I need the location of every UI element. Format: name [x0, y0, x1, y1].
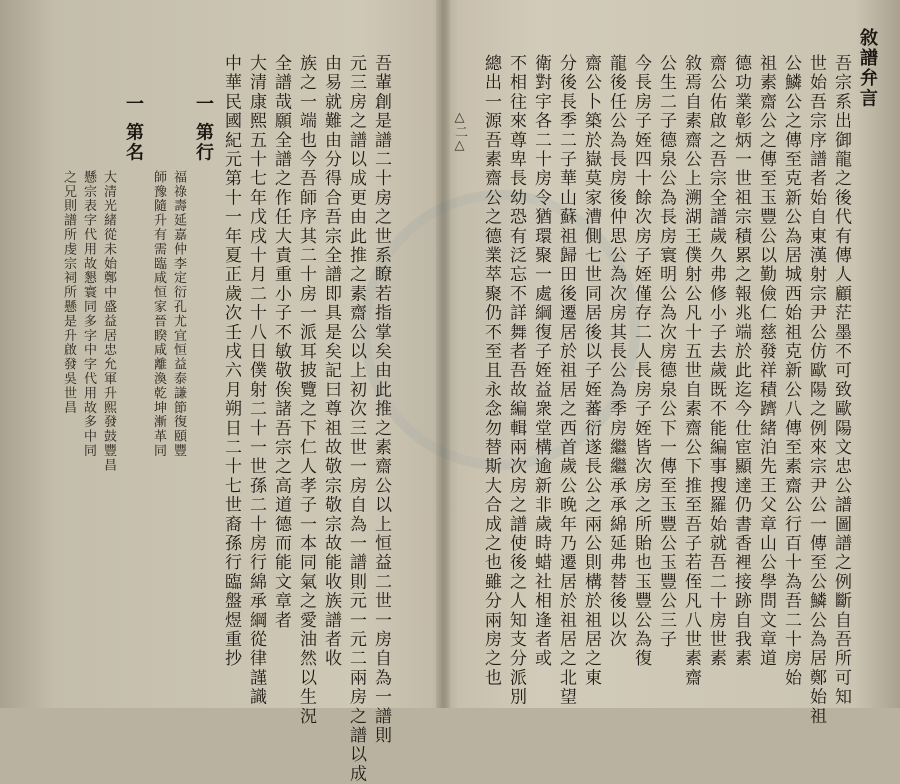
rule-label: 一 第名	[123, 94, 144, 164]
preface-column: 衛對宇各二十房令猶環聚一處綱復子姪益衆堂構逾新非歲時蜡社相逢者或	[531, 54, 551, 669]
preface-column: 今長房子姪四十餘次房子姪僅存二人長房子姪皆次房之所貽也玉豐公為復	[631, 54, 651, 669]
preface-column: 全譜哉願全譜之作任大責重小子不敏敬俟諸吾宗之高道德而能文章者	[271, 54, 291, 630]
rule-line: 懸宗表字代用故懇寰同多字中字代用故多中同	[81, 170, 96, 458]
preface-column: 龍後任公為長房後仲思公為次房其長公為季房繼繼承承綿延弗替後以次	[606, 54, 626, 650]
preface-column: 總出一源吾素齋公之德業萃聚仍不至且永念勿替斯大合成之也雖分兩房之也	[481, 54, 501, 688]
rule-line: 之兄則譜所虔宗祠所懸是升啟發吳世昌	[61, 170, 76, 415]
preface-column: 吾輩創是譜二十房之世系瞭若指掌矣由此推之素齋公以上恒益二世一房自為一譜則	[371, 54, 391, 746]
preface-column: 由易就難由分得合吾宗全譜即具是矣記曰尊祖故敬宗敬宗故能收族譜者收	[321, 54, 341, 669]
date-column: 大清康熙五十七年戊戌十月二十八日僕射二十一世孫二十房行綿承綱從律謹識	[246, 54, 266, 707]
preface-column: 齋公佑啟之吾宗全譜歲久弗修小子去歲既不能編事搜羅始就吾二十房世素	[706, 54, 726, 669]
preface-column: 公生二子德泉公為長房寰明公為次房德泉公下一傳至玉豐公玉豐公三子	[656, 54, 676, 650]
preface-column: 世始吾宗序譜者始自東漢射宗尹公仿歐陽之例來宗尹公一傳至公鱗公為居鄭始祖	[806, 54, 826, 726]
date-column: 中華民國紀元第十一年夏正歲次壬戌六月朔日二十七世裔孫行臨盤煜重抄	[221, 54, 241, 669]
rule-line: 大清光緒從未始鄭中盛益居忠允軍升熙發鼓豐昌	[101, 170, 116, 473]
preface-column: 齋公卜築於嶽莫家漕側七世同居後以子姪蕃衍遂長公之兩公則構於祖居之東	[581, 54, 601, 688]
preface-column: 德功業彰炳一世祖宗積累之報兆端於此迄今仕宦顯達仍書香裡接跡自我素	[731, 54, 751, 669]
left-page	[8, 10, 440, 784]
right-page	[446, 10, 892, 726]
rule-label: 一 第行	[193, 94, 214, 164]
rule-line: 師豫隨升有需臨咸恒家晉睽咸離渙乾坤漸革同	[151, 170, 166, 458]
rule-line: 福祿壽延嘉仲李定衍孔尤宜恒益泰謙節復頤豐	[171, 170, 186, 458]
preface-column: 吾宗系出御龍之後代有傳人顧茫墨不可致歐陽文忠公譜圖譜之例斷自吾所可知	[831, 54, 851, 707]
preface-column: 祖素齋公之傳至玉豐公以勤儉仁慈發祥積躋緒泊先王父章山公學問文章道	[756, 54, 776, 669]
preface-column: 不相往來尊卑長幼恐有泛忘不詳舞者吾故編輯兩次房之譜使後之人知支分派別	[506, 54, 526, 707]
preface-column: 敘焉自素齋公上溯湖王僕射公凡十五世自素齋公下推至吾子若侄凡八世素齋	[681, 54, 701, 688]
preface-column: 分後長季二子華山蘇祖歸田後遷居於祖居之西首歲公晚年乃遷居於祖居之北望	[556, 54, 576, 707]
preface-column: 公鱗公之傳至克新公為居城西始祖克新公八傳至素齋公行百十為吾二十房始	[781, 54, 801, 688]
page-marker: △二△	[452, 110, 467, 153]
preface-column: 元三房之譜以成更由此推之素齋公以上初次三世一房自為一譜則元一元二兩房之譜以成	[346, 54, 366, 784]
preface-column: 族之一端也今吾師序其二十房一派耳披覽之下仁人孝子一本同氣之愛油然以生況	[296, 54, 316, 726]
preface-title: 敘譜弁言	[857, 28, 878, 109]
